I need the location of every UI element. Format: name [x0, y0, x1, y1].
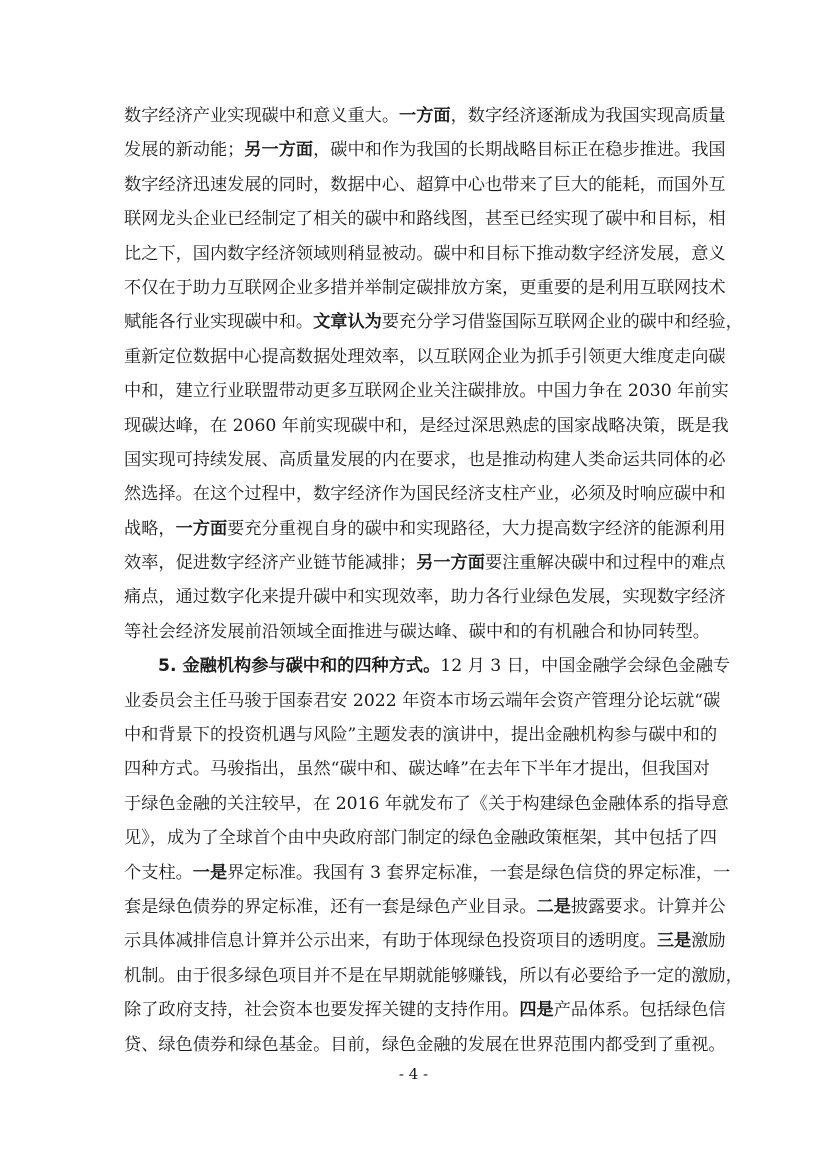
text-line — [124, 271, 726, 305]
text-run: 激励 — [691, 931, 726, 952]
paragraph-financial-institutions — [124, 649, 743, 1062]
text-line — [124, 237, 726, 271]
text-run: 于绿色金融的关注较早，在 2016 年就发布了《关于构建绿色金融体系的指导意 — [124, 793, 729, 814]
text-run: 现碳达峰，在 2060 年前实现碳中和，是经过深思熟虑的国家战略决策，既是我 — [124, 415, 729, 436]
text-run: 界定标准。我国有 3 套界定标准，一套是绿色信贷的界定标准，一 — [227, 862, 731, 883]
text-line — [124, 718, 718, 752]
text-run: 要充分学习借鉴国际互联网企业的碳中和经验， — [381, 312, 743, 333]
text-run: 除了政府支持，社会资本也要发挥关键的支持作用。 — [124, 1000, 520, 1021]
bold-text-run: 三是 — [656, 931, 692, 952]
text-line — [124, 168, 726, 202]
text-run: 数字经济迅速发展的同时，数据中心、超算中心也带来了巨大的能耗，而国外互 — [124, 174, 726, 195]
page-number: - 4 - — [398, 1065, 429, 1083]
text-line — [124, 340, 726, 374]
text-run: ，碳中和作为我国的长期战略目标正在稳步推进。我国 — [313, 140, 726, 161]
bold-text-run: 一方面 — [399, 106, 451, 126]
text-run: 痛点，通过数字化来提升碳中和实现效率，助力各行业绿色发展，实现数字经济 — [124, 587, 726, 608]
text-run: 业委员会主任马骏于国泰君安 2022 年资本市场云端年会资产管理分论坛就“碳 — [124, 690, 721, 711]
bold-text-run: 四是 — [519, 1000, 554, 1021]
text-run: 战略， — [124, 518, 176, 539]
text-run: 效率，促进数字经济产业链节能减排； — [124, 553, 417, 574]
text-line — [124, 615, 710, 649]
text-line — [124, 409, 729, 443]
bold-text-run: 另一方面 — [416, 553, 485, 574]
bold-text-run: 二是 — [536, 896, 571, 917]
text-line — [124, 1028, 726, 1062]
bold-text-run: 5. 金融机构参与碳中和的四种方式。 — [158, 656, 441, 677]
text-line — [124, 924, 726, 958]
text-line — [124, 684, 721, 718]
text-line — [124, 477, 726, 511]
bold-text-run: 一是 — [192, 862, 228, 883]
text-run: 12 月 3 日，中国金融学会绿色金融专 — [440, 656, 731, 677]
text-run: 示具体减排信息计算并公示出来，有助于体现绿色投资项目的透明度。 — [124, 931, 657, 952]
text-line — [124, 580, 726, 614]
text-line — [124, 856, 731, 890]
bold-text-run: 一方面 — [175, 518, 228, 539]
text-run: 要充分重视自身的碳中和实现路径，大力提高数字经济的能源利用 — [227, 518, 726, 539]
text-line — [124, 649, 731, 683]
text-run: ，数字经济逐渐成为我国实现高质量 — [450, 106, 726, 126]
text-line — [124, 546, 726, 580]
document-body — [124, 99, 743, 1062]
text-run: 见》，成为了全球首个由中央政府部门制定的绿色金融政策框架，其中包括了四 — [124, 828, 717, 849]
text-run: 披露要求。计算并公 — [570, 896, 726, 917]
text-run: 比之下，国内数字经济领域则稍显被动。碳中和目标下推动数字经济发展，意义 — [124, 243, 726, 264]
text-run: 不仅在于助力互联网企业多措并举制定碳排放方案，更重要的是利用互联网技术 — [124, 277, 726, 298]
text-run: 个支柱。 — [124, 862, 193, 883]
text-line — [124, 374, 729, 408]
text-run: 然选择。在这个过程中，数字经济作为国民经济支柱产业，必须及时响应碳中和 — [124, 484, 726, 505]
text-line — [124, 821, 717, 855]
text-line — [124, 133, 726, 167]
text-run: 中和背景下的投资机遇与风险”主题发表的演讲中，提出金融机构参与碳中和的 — [124, 725, 718, 746]
text-line — [124, 202, 726, 236]
text-run: 贷、绿色债券和绿色基金。目前，绿色金融的发展在世界范围内都受到了重视。 — [124, 1034, 726, 1055]
text-run: 中和，建立行业联盟带动更多互联网企业关注碳排放。中国力争在 2030 年前实 — [124, 381, 729, 402]
text-line — [124, 993, 726, 1027]
text-run: 产品体系。包括绿色信 — [553, 1000, 726, 1021]
text-run: 四种方式。马骏指出，虽然“碳中和、碳达峰”在去年下半年才提出，但我国对 — [124, 759, 710, 780]
text-run: 数字经济产业实现碳中和意义重大。 — [124, 106, 400, 126]
text-run: 重新定位数据中心提高数据处理效率，以互联网企业为抓手引领更大维度走向碳 — [124, 346, 726, 367]
text-line — [124, 512, 726, 546]
text-run: 机制。由于很多绿色项目并不是在早期就能够赚钱，所以有必要给予一定的激励， — [124, 965, 743, 986]
bold-text-run: 文章认为 — [313, 312, 382, 333]
text-run: 套是绿色债券的界定标准，还有一套是绿色产业目录。 — [124, 896, 537, 917]
text-run: 联网龙头企业已经制定了相关的碳中和路线图，甚至已经实现了碳中和目标，相 — [124, 209, 726, 230]
bold-text-run: 另一方面 — [244, 140, 314, 161]
text-line — [124, 99, 726, 133]
text-run: 等社会经济发展前沿领域全面推进与碳达峰、碳中和的有机融合和协同转型。 — [124, 621, 710, 642]
text-run: 要注重解决碳中和过程中的难点 — [484, 553, 726, 574]
text-line — [124, 752, 710, 786]
text-line — [124, 305, 743, 339]
text-run: 国实现可持续发展、高质量发展的内在要求，也是推动构建人类命运共同体的必 — [124, 449, 726, 470]
text-run: 发展的新动能； — [124, 140, 245, 161]
text-run: 赋能各行业实现碳中和。 — [124, 312, 314, 333]
text-line — [124, 959, 743, 993]
text-line — [124, 787, 729, 821]
text-line — [124, 890, 726, 924]
paragraph-digital-economy — [124, 99, 743, 649]
text-line — [124, 443, 726, 477]
